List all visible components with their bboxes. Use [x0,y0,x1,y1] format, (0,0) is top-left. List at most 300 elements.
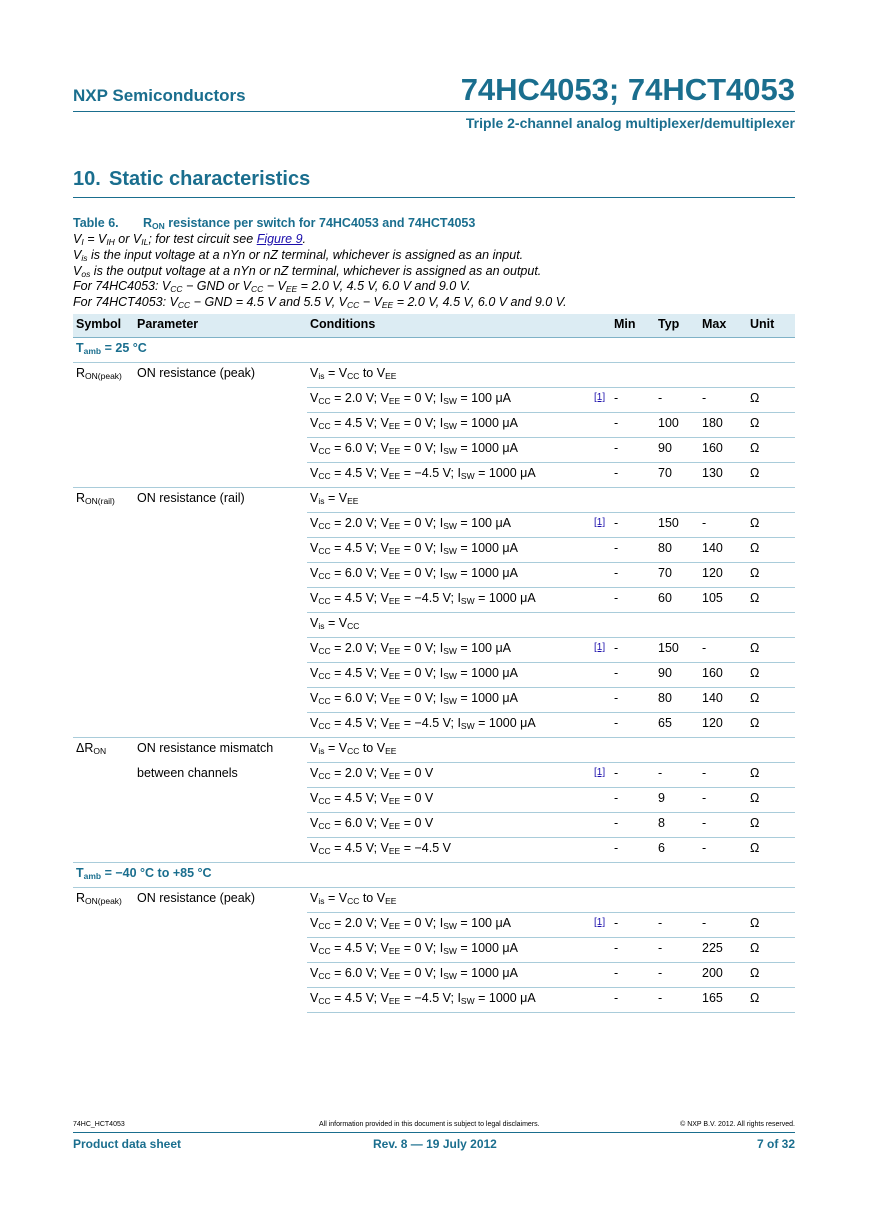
text-run: = 2.0 V; V [330,641,389,655]
footnote-ref [591,363,611,388]
symbol-cell [73,463,134,488]
subscript: CC [318,471,331,481]
table-row [73,513,795,538]
col-header-symbol: Symbol [73,314,134,338]
subscript: CC [318,421,331,431]
typ-cell: 90 [655,438,699,463]
subscript: SW [443,546,457,556]
typ-cell: - [655,963,699,988]
text-run: − GND or V [182,279,251,294]
min-cell: - [611,538,655,563]
subscript: CC [318,721,331,731]
subscript: EE [388,821,401,831]
company-name: NXP Semiconductors [73,86,246,105]
subscript: is [318,621,325,631]
text-run: = 0 V; I [400,566,444,580]
table-row [73,488,795,513]
text-run: V [310,466,319,480]
footnote-ref [591,713,611,738]
footnote-ref[interactable]: [1] [591,763,611,788]
table-row [73,438,795,463]
subscript: EE [385,371,397,381]
condition-cell [307,538,591,563]
subscript: SW [443,571,457,581]
table-row [73,813,795,838]
subscript: CC [347,621,360,631]
footnote-ref [591,813,611,838]
temperature-row [73,338,795,363]
parameter-cell [134,688,307,713]
symbol-cell [73,413,134,438]
text-run: is the output voltage at a nYn or nZ terminal, whichever is assigned as an output. [90,263,542,278]
subscript: EE [285,284,298,295]
min-cell: - [611,463,655,488]
subscript: SW [460,596,475,606]
parameter-cell: ON resistance (peak) [137,366,256,380]
text-run: − V [359,295,382,310]
footer-doc-id: 74HC_HCT4053 [73,1121,125,1128]
footnote-ref[interactable]: [1] [591,913,611,938]
text-run: V [310,516,319,530]
subscript: CC [318,846,331,856]
subscript: EE [347,496,359,506]
condition-cell [307,838,591,863]
symbol-cell [73,688,134,713]
text-run: = 4.5 V; V [330,941,389,955]
table-row [73,938,795,963]
unit-cell: Ω [747,813,795,838]
table-row [73,363,795,388]
text-run: = 4.5 V; V [330,416,389,430]
figure-link[interactable]: Figure 9 [256,232,303,246]
subscript: CC [318,946,331,956]
footnote-ref [591,738,611,763]
subscript: SW [443,696,457,706]
max-cell: 165 [699,988,747,1013]
parameter-cell [134,988,307,1013]
text-run: = 2.0 V; V [330,516,389,530]
subscript: EE [388,596,401,606]
subscript: CC [318,696,331,706]
text-run: is the input voltage at a nYn or nZ terminal, whichever is assigned as an input. [87,247,524,262]
min-cell: - [611,388,655,413]
footer-doc-type: Product data sheet [73,1137,182,1151]
text-run: = −4.5 V; I [400,716,461,730]
condition-cell [307,788,591,813]
text-run: = 1000 μA [456,566,518,580]
max-cell: - [699,788,747,813]
table-row [73,738,795,763]
text-run: = 0 V; I [400,966,444,980]
typ-cell: 65 [655,713,699,738]
condition-cell [307,913,591,938]
typ-cell: 150 [655,513,699,538]
typ-cell [655,613,699,638]
min-cell: - [611,713,655,738]
text-run: V [310,391,319,405]
typ-cell [655,488,699,513]
condition-cell [307,513,591,538]
min-cell [611,613,655,638]
condition-cell [307,938,591,963]
symbol-cell [73,488,134,513]
subscript: ON(rail) [85,496,115,506]
condition-cell [307,963,591,988]
symbol-cell [73,588,134,613]
typ-cell: 90 [655,663,699,688]
condition-cell [307,588,591,613]
text-run: = 4.5 V; V [330,666,389,680]
text-run: = 6.0 V; V [330,691,389,705]
unit-cell: Ω [747,388,795,413]
parameter-cell [134,463,307,488]
parameter-cell: ON resistance (rail) [137,491,245,505]
text-run: = 0 V; I [400,916,444,930]
parameter-cell: ON resistance mismatch [137,741,274,755]
text-run: = 0 V; I [400,441,444,455]
text-run: V [310,641,319,655]
max-cell: 105 [699,588,747,613]
parameter-cell: ON resistance (peak) [137,891,256,905]
typ-cell: 80 [655,688,699,713]
text-run: = V [324,491,348,505]
text-run: V [310,366,319,380]
text-run: = 2.0 V, 4.5 V, 6.0 V and 9.0 V. [297,279,471,294]
max-cell [699,738,747,763]
symbol-cell [73,838,134,863]
unit-cell: Ω [747,938,795,963]
condition-cell [307,988,591,1013]
symbol-cell [73,813,134,838]
condition-cell [307,888,591,913]
section-title: Static characteristics [109,168,311,190]
unit-cell: Ω [747,913,795,938]
table-row [73,388,795,413]
table-row [73,713,795,738]
unit-cell: Ω [747,713,795,738]
typ-cell: 9 [655,788,699,813]
subscript: amb [83,871,102,881]
typ-cell: 70 [655,563,699,588]
text-run: V [310,941,319,955]
subscript: CC [250,284,264,295]
text-run: V [73,263,82,278]
text-run: V [310,491,319,505]
symbol-cell [73,763,134,788]
typ-cell: - [655,388,699,413]
symbol-cell [73,988,134,1013]
text-run: = 0 V; I [400,391,444,405]
footnote-ref [591,488,611,513]
max-cell: - [699,838,747,863]
text-run: = V [324,741,348,755]
text-run: = 2.0 V; V [330,766,389,780]
subscript: CC [318,671,331,681]
text-run: . [302,232,307,246]
footnote-ref [591,888,611,913]
min-cell: - [611,513,655,538]
condition-cell [307,813,591,838]
condition-cell [307,463,591,488]
table-row [73,588,795,613]
subscript: CC [318,571,331,581]
text-run: = 1000 μA [474,591,536,605]
subscript: SW [443,921,457,931]
symbol-cell [73,888,134,913]
max-cell: - [699,813,747,838]
subscript: EE [388,546,401,556]
footnote-ref [591,413,611,438]
table-note [73,232,795,248]
parameter-cell [134,663,307,688]
subscript: EE [388,721,401,731]
subscript: CC [318,396,331,406]
subscript: CC [347,371,360,381]
footnote-ref [591,988,611,1013]
typ-cell [655,363,699,388]
footnote-ref [591,663,611,688]
unit-cell: Ω [747,663,795,688]
table-row [73,663,795,688]
symbol-cell [73,388,134,413]
text-run: V [310,816,319,830]
text-run: R [76,366,86,380]
footnote-ref [591,438,611,463]
unit-cell [747,488,795,513]
table-note [73,248,795,264]
max-cell: - [699,638,747,663]
text-run: = 100 μA [456,641,512,655]
subscript: is [81,252,88,263]
table-row [73,763,795,788]
parameter-cell [134,963,307,988]
col-header-unit: Unit [747,314,795,338]
typ-cell: - [655,913,699,938]
table-title-text: resistance per switch for 74HC4053 and 74HCT4053 [164,216,476,230]
min-cell: - [611,638,655,663]
subscript: EE [388,571,401,581]
table-note [73,264,795,280]
min-cell: - [611,438,655,463]
subscript: EE [388,796,401,806]
footnote-ref[interactable]: [1] [591,638,611,663]
footer-revision: Rev. 8 — 19 July 2012 [373,1137,497,1151]
text-run: = 0 V [400,766,434,780]
text-run: V [310,691,319,705]
text-run: − V [263,279,286,294]
symbol-cell [73,513,134,538]
subscript: EE [388,396,401,406]
text-run: = −4.5 V; I [400,591,461,605]
parameter-cell [134,588,307,613]
subscript: CC [318,771,331,781]
symbol-cell [73,913,134,938]
temperature-label [73,338,795,363]
symbol-cell [73,563,134,588]
typ-cell: 6 [655,838,699,863]
symbol-cell [73,638,134,663]
symbol-cell [73,438,134,463]
footnote-ref[interactable]: [1] [591,388,611,413]
unit-cell: Ω [747,788,795,813]
typ-cell: 60 [655,588,699,613]
subscript: EE [388,696,401,706]
footnote-ref [591,613,611,638]
min-cell [611,363,655,388]
unit-cell: Ω [747,963,795,988]
max-cell [699,363,747,388]
text-run: = 0 V; I [400,416,444,430]
footnote-ref [591,688,611,713]
col-header-typ: Typ [655,314,699,338]
symbol-cell [73,963,134,988]
max-cell: 200 [699,963,747,988]
text-run: V [73,247,82,262]
document-subtitle: Triple 2-channel analog multiplexer/demultiplexer [465,115,795,131]
subscript: is [318,896,325,906]
table-note [73,279,795,295]
subscript: SW [443,521,457,531]
max-cell: 180 [699,413,747,438]
max-cell: - [699,513,747,538]
text-run: = 100 μA [456,516,512,530]
min-cell: - [611,913,655,938]
subscript: CC [318,796,331,806]
typ-cell: - [655,988,699,1013]
table-caption [73,215,795,311]
max-cell: 140 [699,538,747,563]
table-header-row [73,314,795,338]
subscript: is [318,371,325,381]
condition-cell [307,363,591,388]
min-cell: - [611,688,655,713]
subscript: EE [388,521,401,531]
parameter-cell: between channels [137,765,238,780]
subscript: EE [385,896,397,906]
table-title [73,215,795,232]
text-run: ΔR [76,741,94,755]
text-run: = 4.5 V; V [330,791,389,805]
footnote-ref [591,963,611,988]
condition-cell [307,388,591,413]
text-run: to V [359,366,386,380]
text-run: = 1000 μA [456,441,518,455]
unit-cell [747,363,795,388]
section-number: 10. [73,168,101,190]
min-cell [611,488,655,513]
symbol-cell [73,363,134,388]
text-run: For 74HC4053: V [73,279,171,294]
unit-cell: Ω [747,763,795,788]
table-row [73,638,795,663]
subscript: EE [388,421,401,431]
subscript: SW [443,646,457,656]
text-run: = 4.5 V; V [330,716,389,730]
min-cell: - [611,663,655,688]
condition-cell [307,663,591,688]
subscript: EE [388,921,401,931]
text-run: V [310,541,319,555]
subscript: CC [318,546,331,556]
text-run: V [310,791,319,805]
condition-cell [307,763,591,788]
text-run: V [310,416,319,430]
subscript: SW [460,996,475,1006]
text-run: = 1000 μA [474,466,536,480]
condition-cell [307,738,591,763]
subscript: CC [318,996,331,1006]
condition-cell [307,413,591,438]
footer-copyright: © NXP B.V. 2012. All rights reserved. [680,1121,795,1128]
min-cell [611,888,655,913]
max-cell: 160 [699,663,747,688]
text-run: V [310,916,319,930]
text-run: V [310,716,319,730]
text-run: V [310,741,319,755]
col-header-ref [591,314,611,338]
table-row [73,563,795,588]
text-run: = 1000 μA [474,991,536,1005]
subscript: os [81,268,91,279]
text-run: = 1000 μA [456,691,518,705]
typ-cell [655,888,699,913]
subscript: CC [318,821,331,831]
max-cell: 160 [699,438,747,463]
subscript: CC [318,521,331,531]
condition-cell [307,613,591,638]
text-run: = 0 V; I [400,516,444,530]
parameter-cell [134,638,307,663]
unit-cell: Ω [747,538,795,563]
parameter-cell [134,938,307,963]
unit-cell: Ω [747,588,795,613]
text-run: = −4.5 V [400,841,451,855]
subscript: SW [443,671,457,681]
text-run: = 0 V; I [400,641,444,655]
subscript: CC [318,646,331,656]
min-cell: - [611,963,655,988]
symbol-cell [73,738,134,763]
subscript: is [318,746,325,756]
text-run: = 6.0 V; V [330,816,389,830]
min-cell: - [611,838,655,863]
subscript: amb [83,346,102,356]
subscript: EE [381,300,394,311]
footer-disclaimer: All information provided in this document is subject to legal disclaimers. [319,1121,540,1128]
max-cell: - [699,913,747,938]
table-row [73,888,795,913]
subscript: CC [318,921,331,931]
subscript: EE [388,996,401,1006]
parameter-cell [134,538,307,563]
footnote-ref[interactable]: [1] [591,513,611,538]
subscript: EE [388,946,401,956]
text-run: V [310,566,319,580]
subscript: IL [141,237,149,247]
symbol-cell [73,538,134,563]
max-cell [699,888,747,913]
table-note [73,295,795,311]
subscript: SW [443,396,457,406]
subscript: I [81,237,84,247]
subscript: ON(peak) [85,896,122,906]
text-run: V [310,766,319,780]
text-run: = 4.5 V; V [330,591,389,605]
header-rule [73,111,795,112]
condition-cell [307,438,591,463]
table-row [73,988,795,1013]
table-row [73,613,795,638]
